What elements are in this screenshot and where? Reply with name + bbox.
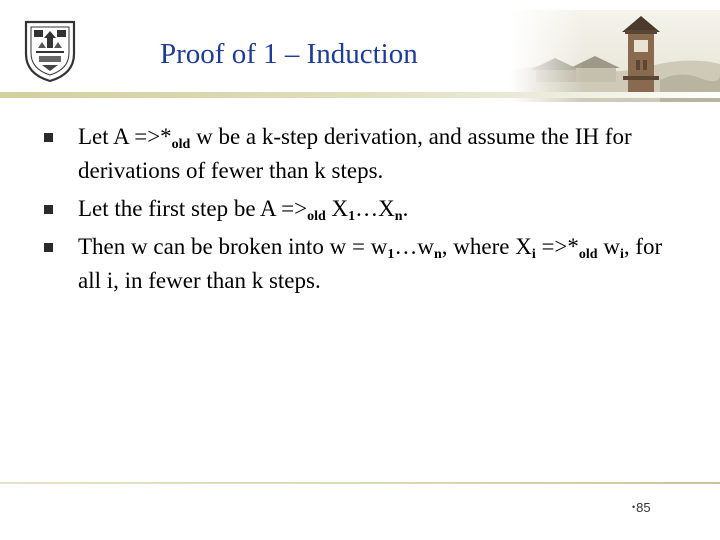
bullet-subscript: old xyxy=(578,247,598,262)
university-seal-icon xyxy=(22,18,78,84)
bullet-item xyxy=(38,230,678,298)
bullet-text: Let the first step be A => xyxy=(78,196,308,221)
square-bullet-icon xyxy=(44,243,53,252)
bullet-text: . xyxy=(402,196,409,221)
bullet-text: X xyxy=(325,196,349,221)
bullet-subscript: n xyxy=(433,247,442,262)
bullet-subscript: 1 xyxy=(348,209,356,224)
bullet-text: w be a k-step derivation, and assume the IH for derivations of fewer than k steps. xyxy=(78,124,632,183)
bell-tower-photo xyxy=(510,10,720,102)
bullet-subscript: n xyxy=(394,209,403,224)
bullet-list xyxy=(38,120,678,302)
bullet-text: Let A =>* xyxy=(78,124,172,149)
bullet-subscript: i xyxy=(619,247,624,262)
bullet-text: …X xyxy=(355,196,395,221)
square-bullet-icon xyxy=(44,205,53,214)
bullet-text: Then w can be broken into w = w xyxy=(78,234,388,259)
bullet-subscript: i xyxy=(531,247,536,262)
bullet-subscript: 1 xyxy=(387,247,395,262)
bullet-text: w xyxy=(597,234,620,259)
page-dot-icon: • xyxy=(632,502,636,512)
square-bullet-icon xyxy=(44,133,53,142)
bullet-text: , where X xyxy=(441,234,532,259)
bullet-item xyxy=(38,120,678,188)
bullet-text: =>* xyxy=(535,234,579,259)
bullet-text: …w xyxy=(394,234,434,259)
slide-title: Proof of 1 – Induction xyxy=(160,38,418,70)
bullet-item xyxy=(38,192,678,226)
bullet-subscript: old xyxy=(171,137,191,152)
header-divider xyxy=(0,92,720,98)
page-number xyxy=(632,500,651,515)
bullet-text: , for all i, in fewer than k steps. xyxy=(78,234,663,293)
bullet-subscript: old xyxy=(307,209,326,224)
footer-divider xyxy=(0,482,720,484)
page-number-value: 85 xyxy=(636,500,651,515)
